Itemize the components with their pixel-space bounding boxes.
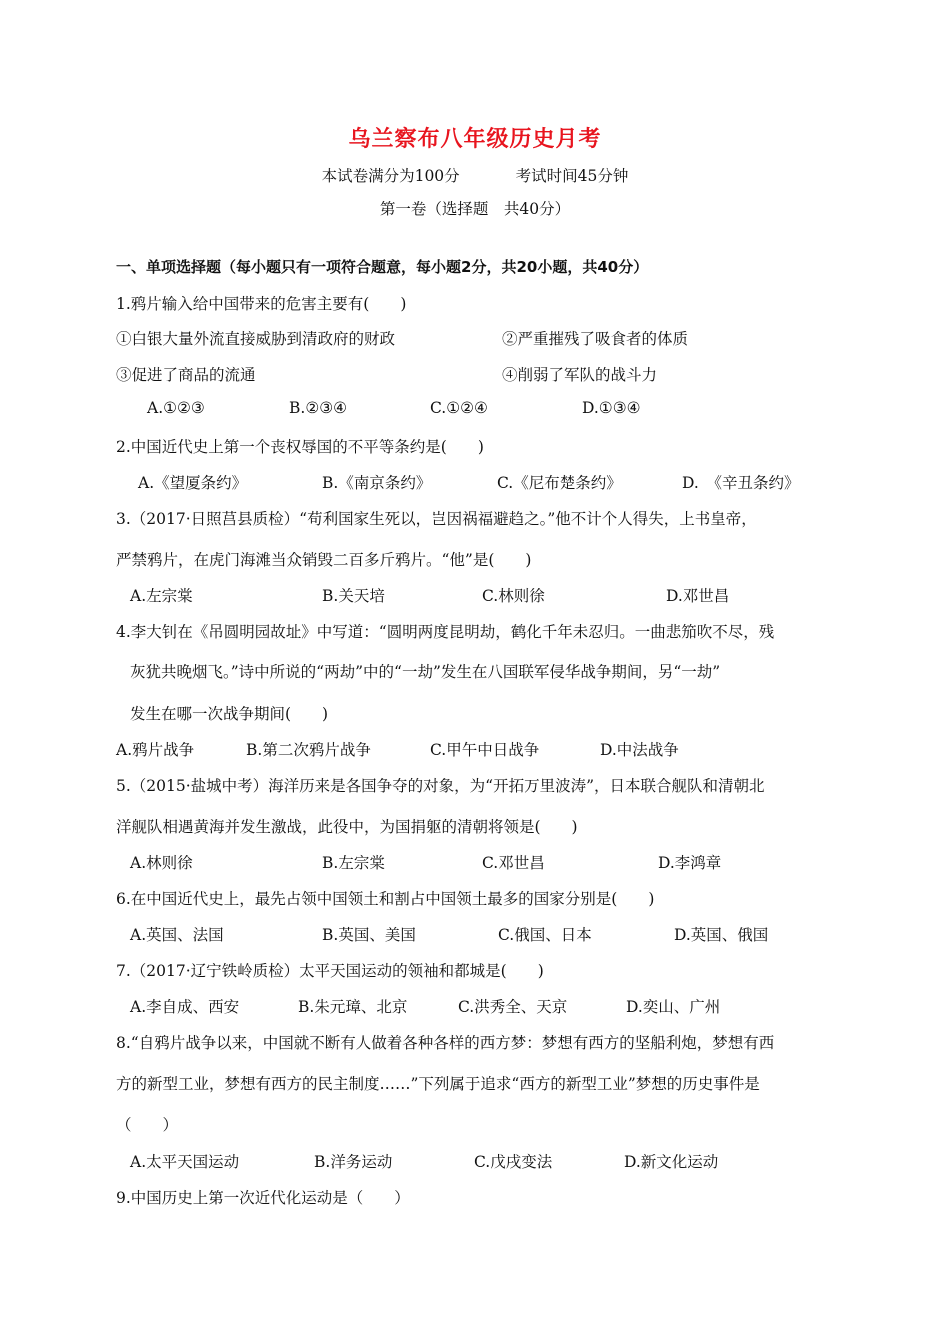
question-1-item-4: ④削弱了军队的战斗力 — [502, 366, 658, 384]
question-4-option-a[interactable]: A.鸦片战争 — [116, 741, 195, 759]
question-5-option-b[interactable]: B.左宗棠 — [322, 854, 385, 872]
question-7-option-b[interactable]: B.朱元璋、北京 — [298, 998, 408, 1016]
question-4-option-d[interactable]: D.中法战争 — [600, 741, 679, 759]
question-3-option-b[interactable]: B.关天培 — [322, 587, 385, 605]
question-8-option-a[interactable]: A.太平天国运动 — [130, 1153, 240, 1171]
part-label: 第一卷（选择题 共40分） — [379, 200, 571, 218]
exam-title: 乌兰察布八年级历史月考 — [348, 127, 602, 152]
question-4-stem-line-2: 灰犹共晚烟飞。”诗中所说的“两劫”中的“一劫”发生在八国联军侵华战争期间，另“一劫” — [130, 663, 721, 681]
question-1-option-b[interactable]: B.②③④ — [289, 399, 348, 417]
question-7-option-c[interactable]: C.洪秀全、天京 — [458, 998, 568, 1016]
question-8-option-b[interactable]: B.洋务运动 — [314, 1153, 393, 1171]
question-2-option-a[interactable]: A.《望厦条约》 — [138, 474, 248, 492]
question-7-option-a[interactable]: A.李自成、西安 — [130, 998, 240, 1016]
question-3-stem-line-2: 严禁鸦片，在虎门海滩当众销毁二百多斤鸦片。“他”是( ) — [116, 551, 532, 569]
exam-info-line — [0, 164, 950, 186]
question-8-option-c[interactable]: C.戊戌变法 — [474, 1153, 553, 1171]
question-2-option-b[interactable]: B.《南京条约》 — [322, 474, 432, 492]
question-6-option-c[interactable]: C.俄国、日本 — [498, 926, 592, 944]
question-1-option-a[interactable]: A.①②③ — [147, 399, 205, 417]
question-1-option-d[interactable]: D.①③④ — [582, 399, 641, 417]
question-2-stem: 2.中国近代史上第一个丧权辱国的不平等条约是( ) — [116, 438, 484, 456]
question-3-option-c[interactable]: C.林则徐 — [482, 587, 545, 605]
section-heading: 一、单项选择题（每小题只有一项符合题意，每小题2分，共20小题，共40分） — [116, 258, 649, 276]
question-8-stem-line-2: 方的新型工业，梦想有西方的民主制度……”下列属于追求“西方的新型工业”梦想的历史事件是 — [116, 1075, 760, 1093]
score-info: 本试卷满分为100分 — [321, 167, 460, 185]
question-4-stem-line-3: 发生在哪一次战争期间( ) — [130, 705, 329, 723]
question-4-stem-line-1: 4.李大钊在《吊圆明园故址》中写道：“圆明两度昆明劫，鹤化千年未忍归。一曲悲笳吹不尽，残 — [116, 623, 775, 641]
question-6-option-b[interactable]: B.英国、美国 — [322, 926, 416, 944]
question-4-option-c[interactable]: C.甲午中日战争 — [430, 741, 540, 759]
question-3-option-d[interactable]: D.邓世昌 — [666, 587, 730, 605]
question-8-option-d[interactable]: D.新文化运动 — [624, 1153, 719, 1171]
question-1-option-c[interactable]: C.①②④ — [430, 399, 488, 417]
question-5-option-c[interactable]: C.邓世昌 — [482, 854, 545, 872]
question-3-stem-line-1: 3.（2017·日照莒县质检）“苟利国家生死以，岂因祸福避趋之。”他不计个人得失，上书皇帝， — [116, 510, 757, 528]
question-8-stem-line-3: （ ） — [116, 1116, 179, 1134]
question-6-stem: 6.在中国近代史上，最先占领中国领土和割占中国领土最多的国家分别是( ) — [116, 890, 655, 908]
question-1-item-2: ②严重摧残了吸食者的体质 — [502, 330, 689, 348]
question-2-option-c[interactable]: C.《尼布楚条约》 — [497, 474, 622, 492]
question-5-option-d[interactable]: D.李鸿章 — [658, 854, 722, 872]
question-5-stem-line-1: 5.（2015·盐城中考）海洋历来是各国争夺的对象，为“开拓万里波涛”，日本联合舰队和清朝北 — [116, 777, 765, 795]
question-4-option-b[interactable]: B.第二次鸦片战争 — [246, 741, 371, 759]
question-7-stem: 7.（2017·辽宁铁岭质检）太平天国运动的领袖和都城是( ) — [116, 962, 544, 980]
question-7-option-d[interactable]: D.奕山、广州 — [626, 998, 721, 1016]
question-2-option-d[interactable]: D. 《辛丑条约》 — [682, 474, 800, 492]
question-5-option-a[interactable]: A.林则徐 — [130, 854, 193, 872]
question-5-stem-line-2: 洋舰队相遇黄海并发生激战，此役中，为国捐躯的清朝将领是( ) — [116, 818, 578, 836]
question-8-stem-line-1: 8.“自鸦片战争以来，中国就不断有人做着各种各样的西方梦：梦想有西方的坚船利炮，梦想有西 — [116, 1034, 775, 1052]
question-1-item-1: ①白银大量外流直接威胁到清政府的财政 — [116, 330, 396, 348]
question-1-item-3: ③促进了商品的流通 — [116, 366, 256, 384]
question-9-stem: 9.中国历史上第一次近代化运动是（ ） — [116, 1189, 410, 1207]
question-6-option-a[interactable]: A.英国、法国 — [130, 926, 224, 944]
question-3-option-a[interactable]: A.左宗棠 — [130, 587, 193, 605]
question-1-stem: 1.鸦片输入给中国带来的危害主要有( ) — [116, 295, 407, 313]
question-6-option-d[interactable]: D.英国、俄国 — [674, 926, 769, 944]
time-info: 考试时间45分钟 — [515, 167, 629, 185]
